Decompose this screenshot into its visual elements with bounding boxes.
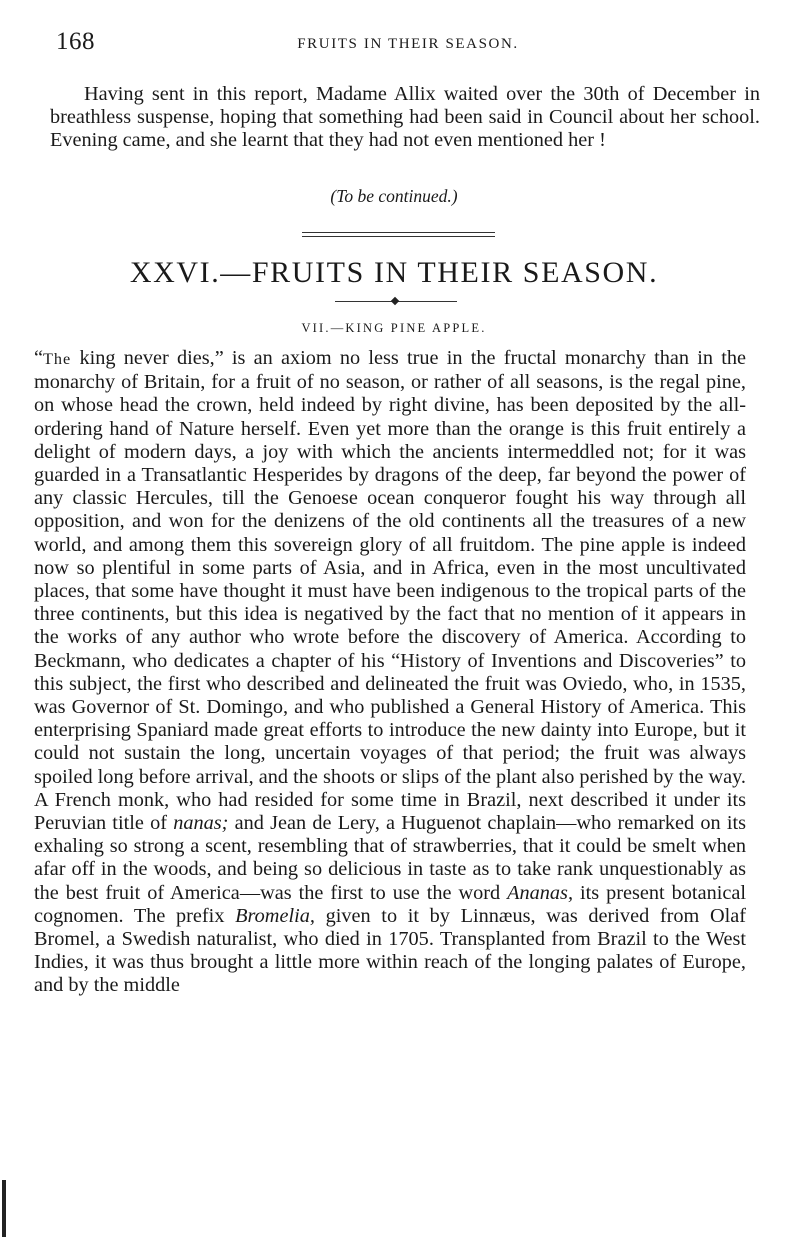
continued-note: (To be continued.) [330, 186, 458, 206]
body-text-part: and Jean de Lery, a Huguenot chaplain—who remarked on its exhaling so strong a scent, resembling that of strawberries, that it could be smelt when afar off in the woods, and being so delicious in taste as to take rank unquestionably as the best fruit of America—was the first to use the word [34, 812, 746, 904]
page-header [56, 28, 760, 64]
section-divider-rule [302, 232, 495, 233]
drop-word: The [43, 350, 72, 368]
section-divider-rule [302, 236, 495, 237]
article-subtitle: VII.—KING PINE APPLE. [301, 321, 487, 335]
open-quote: “ [34, 347, 44, 369]
article-body [34, 347, 746, 998]
closing-paragraph: Having sent in this report, Madame Allix waited over the 30th of December in breathless suspense, hoping that something had been said in Council about her school. Evening came, and she learnt that they had not even mentioned her ! [50, 83, 760, 152]
title-ornament [335, 298, 457, 306]
article-title: XXVI.—FRUITS IN THEIR SEASON. [129, 256, 659, 289]
page-edge-mark [2, 1180, 6, 1237]
body-text-part: king never dies,” is an axiom no less true in the fructal monarchy than in the monarchy of Britain, for a fruit of no season, or rather of all seasons, is the regal pine, on whose head the crown, held indeed by right divine, has been deposited by the all-ordering hand of Nature herself. Even yet more than the orange is this fruit entirely a delight of modern days, a joy with which the ancients intermeddled not; for it was guarded in a Transatlantic Hesperides by dragons of the deep, far beyond the power of any classic Hercules, till the Genoese ocean conqueror fought his way through all opposition, and won for the denizens of the old continents all the treasures of a new world, and among them this sovereign glory of all fruitdom. The pine apple is indeed now so plentiful in some parts of Asia, and in Africa, even in the most uncultivated places, that some have thought it must have been indigenous to the tropical parts of the three continents, but this idea is negatived by the fact that no mention of it appears in the works of any author who wrote before the discovery of America. According to Beckmann, who dedicates a chapter of his “History of Inventions and Discoveries” to this subject, the first who described and delineated the fruit was Oviedo, who, in 1535, was Governor of St. Domingo, and who published a General History of America. This enterprising Spaniard made great efforts to introduce the new dainty into Europe, but it could not sustain the long, uncertain voyages of that period; the fruit was always spoiled long before arrival, and the shoots or slips of the plant also perished by the way. A French monk, who had resided for some time in Brazil, next described it under its Peruvian title of [34, 347, 746, 835]
running-title: FRUITS IN THEIR SEASON. [297, 36, 519, 52]
body-text-part: given to it by Linnæus, was derived from Olaf Bromel, a Swedish naturalist, who died in 1705. Transplanted from Brazil to the West Indies, it was thus brought a little more within reach of the longing palates of Europe, and by the middle [34, 904, 746, 997]
body-text-part: its present botanical cognomen. The prefix [34, 881, 746, 927]
term-bromelia: Bromelia, [235, 904, 315, 927]
term-nanas: nanas; [173, 812, 229, 835]
term-ananas: Ananas, [507, 881, 574, 904]
diamond-ornament-icon [391, 297, 399, 305]
page-number: 168 [56, 28, 95, 55]
